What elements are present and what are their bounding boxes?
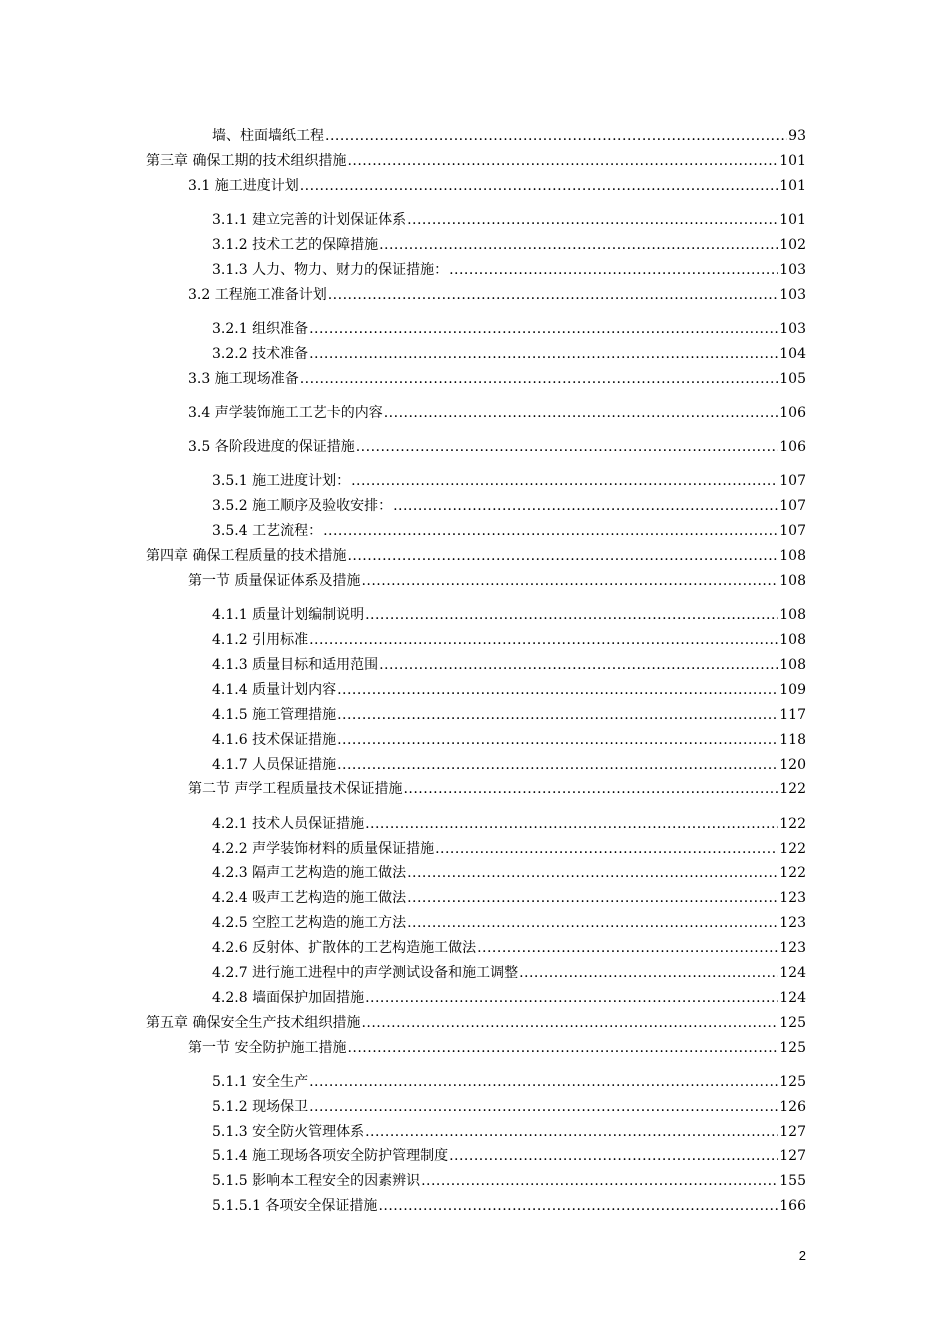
toc-entry-page: 102 xyxy=(779,237,806,253)
toc-entry-title: 4.2.8 墙面保护加固措施 xyxy=(212,990,365,1006)
toc-entry-title: 第三章 确保工期的技术组织措施 xyxy=(146,153,347,169)
toc-leader-dots xyxy=(300,370,779,388)
toc-entry-title: 4.2.5 空腔工艺构造的施工方法 xyxy=(212,915,407,931)
toc-entry[interactable] xyxy=(212,127,806,145)
toc-leader-dots xyxy=(356,438,779,456)
toc-leader-dots xyxy=(449,1147,778,1165)
toc-entry-title: 5.1.2 现场保卫 xyxy=(212,1099,309,1115)
toc-entry-page: 103 xyxy=(779,287,806,303)
toc-leader-dots xyxy=(361,572,778,590)
toc-entry[interactable] xyxy=(212,731,806,749)
toc-entry[interactable] xyxy=(212,939,806,957)
toc-leader-dots xyxy=(309,1098,778,1116)
toc-entry-page: 108 xyxy=(779,548,806,564)
toc-entry[interactable] xyxy=(212,1073,806,1091)
toc-leader-dots xyxy=(365,815,778,833)
toc-entry[interactable] xyxy=(212,631,806,649)
toc-entry-title: 第二节 声学工程质量技术保证措施 xyxy=(188,781,403,797)
toc-leader-dots xyxy=(337,681,778,699)
toc-entry-title: 第一节 安全防护施工措施 xyxy=(188,1040,347,1056)
toc-entry[interactable] xyxy=(212,681,806,699)
toc-entry-page: 124 xyxy=(779,990,806,1006)
toc-leader-dots xyxy=(323,522,778,540)
toc-entry-title: 第五章 确保安全生产技术组织措施 xyxy=(146,1015,361,1031)
toc-leader-dots xyxy=(365,1123,778,1141)
toc-entry[interactable] xyxy=(188,177,806,195)
toc-entry-page: 93 xyxy=(788,128,806,144)
toc-leader-dots xyxy=(365,989,778,1007)
toc-leader-dots xyxy=(328,286,779,304)
toc-entry[interactable] xyxy=(212,236,806,254)
toc-leader-dots xyxy=(347,1039,778,1057)
toc-entry-title: 4.1.5 施工管理措施 xyxy=(212,707,337,723)
toc-entry-page: 107 xyxy=(779,473,806,489)
toc-leader-dots xyxy=(309,631,778,649)
toc-entry[interactable] xyxy=(212,964,806,982)
toc-entry-page: 103 xyxy=(779,262,806,278)
toc-entry-title: 第四章 确保工程质量的技术措施 xyxy=(146,548,347,564)
toc-leader-dots xyxy=(421,1172,778,1190)
toc-entry-page: 122 xyxy=(779,841,806,857)
toc-entry-title: 3.2.2 技术准备 xyxy=(212,346,309,362)
toc-leader-dots xyxy=(449,261,778,279)
toc-leader-dots xyxy=(325,127,787,145)
toc-entry-page: 105 xyxy=(779,371,806,387)
toc-entry-title: 3.2.1 组织准备 xyxy=(212,321,309,337)
toc-entry-title: 3.5.1 施工进度计划： xyxy=(212,473,351,489)
toc-entry[interactable] xyxy=(146,1014,806,1032)
toc-leader-dots xyxy=(347,547,778,565)
toc-entry-page: 108 xyxy=(779,573,806,589)
toc-entry-page: 101 xyxy=(779,212,806,228)
toc-entry[interactable] xyxy=(188,572,806,590)
toc-leader-dots xyxy=(361,1014,778,1032)
toc-entry-page: 127 xyxy=(779,1148,806,1164)
toc-entry[interactable] xyxy=(212,211,806,229)
toc-entry[interactable] xyxy=(212,261,806,279)
toc-leader-dots xyxy=(407,889,778,907)
toc-entry-page: 120 xyxy=(779,757,806,773)
toc-entry[interactable] xyxy=(212,815,806,833)
toc-entry-page: 104 xyxy=(779,346,806,362)
toc-leader-dots xyxy=(393,497,778,515)
toc-entry[interactable] xyxy=(212,497,806,515)
toc-leader-dots xyxy=(337,731,778,749)
toc-entry-page: 123 xyxy=(779,915,806,931)
toc-entry[interactable] xyxy=(188,1039,806,1057)
toc-entry[interactable] xyxy=(188,286,806,304)
toc-entry-title: 4.2.7 进行施工进程中的声学测试设备和施工调整 xyxy=(212,965,519,981)
toc-entry-page: 155 xyxy=(779,1173,806,1189)
toc-entry[interactable] xyxy=(212,522,806,540)
toc-entry-page: 126 xyxy=(779,1099,806,1115)
toc-entry[interactable] xyxy=(146,547,806,565)
toc-entry[interactable] xyxy=(212,656,806,674)
toc-entry-title: 3.5 各阶段进度的保证措施 xyxy=(188,439,355,455)
toc-entry-title: 5.1.4 施工现场各项安全防护管理制度 xyxy=(212,1148,449,1164)
toc-entry[interactable] xyxy=(212,1147,806,1165)
toc-entry-page: 125 xyxy=(779,1040,806,1056)
toc-entry[interactable] xyxy=(212,756,806,774)
toc-leader-dots xyxy=(337,706,778,724)
toc-entry-page: 108 xyxy=(779,632,806,648)
toc-entry-title: 3.1 施工进度计划 xyxy=(188,178,299,194)
toc-entry-title: 4.1.2 引用标准 xyxy=(212,632,309,648)
toc-entry[interactable] xyxy=(188,438,806,456)
toc-entry[interactable] xyxy=(212,840,806,858)
toc-entry-title: 第一节 质量保证体系及措施 xyxy=(188,573,361,589)
toc-entry-title: 3.5.2 施工顺序及验收安排： xyxy=(212,498,393,514)
toc-entry[interactable] xyxy=(212,606,806,624)
page-number: 2 xyxy=(798,1248,806,1263)
toc-entry[interactable] xyxy=(212,889,806,907)
toc-entry-page: 108 xyxy=(779,657,806,673)
toc-entry-title: 4.1.6 技术保证措施 xyxy=(212,732,337,748)
toc-entry-title: 3.3 施工现场准备 xyxy=(188,371,299,387)
toc-entry-page: 123 xyxy=(779,890,806,906)
toc-entry-title: 4.1.3 质量目标和适用范围 xyxy=(212,657,379,673)
toc-entry[interactable] xyxy=(188,780,806,798)
toc-entry-title: 5.1.5.1 各项安全保证措施 xyxy=(212,1198,378,1214)
toc-leader-dots xyxy=(309,1073,778,1091)
toc-entry[interactable] xyxy=(212,914,806,932)
toc-entry[interactable] xyxy=(212,472,806,490)
toc-entry[interactable] xyxy=(212,706,806,724)
toc-entry[interactable] xyxy=(188,404,806,422)
toc-entry-page: 127 xyxy=(779,1124,806,1140)
toc-entry-title: 3.1.1 建立完善的计划保证体系 xyxy=(212,212,407,228)
toc-leader-dots xyxy=(477,939,778,957)
toc-entry-title: 3.1.2 技术工艺的保障措施 xyxy=(212,237,379,253)
toc-entry[interactable] xyxy=(146,152,806,170)
toc-entry-page: 109 xyxy=(779,682,806,698)
toc-entry-title: 5.1.3 安全防火管理体系 xyxy=(212,1124,365,1140)
toc-entry[interactable] xyxy=(212,1123,806,1141)
toc-leader-dots xyxy=(309,320,778,338)
toc-leader-dots xyxy=(300,177,779,195)
toc-entry-page: 106 xyxy=(779,439,806,455)
toc-entry[interactable] xyxy=(212,1172,806,1190)
toc-entry-title: 3.1.3 人力、物力、财力的保证措施： xyxy=(212,262,449,278)
toc-entry-title: 4.2.3 隔声工艺构造的施工做法 xyxy=(212,865,407,881)
toc-entry-page: 103 xyxy=(779,321,806,337)
toc-entry-page: 125 xyxy=(779,1015,806,1031)
toc-entry-page: 107 xyxy=(779,523,806,539)
toc-entry-title: 4.1.1 质量计划编制说明 xyxy=(212,607,365,623)
toc-leader-dots xyxy=(407,864,778,882)
toc-leader-dots xyxy=(351,472,778,490)
toc-entry-page: 123 xyxy=(779,940,806,956)
toc-entry-page: 107 xyxy=(779,498,806,514)
toc-entry-page: 117 xyxy=(779,707,806,723)
toc-leader-dots xyxy=(379,656,778,674)
toc-entry-page: 101 xyxy=(779,178,806,194)
toc-leader-dots xyxy=(384,404,779,422)
toc-entry-title: 5.1.5 影响本工程安全的因素辨识 xyxy=(212,1173,421,1189)
toc-entry[interactable] xyxy=(212,1098,806,1116)
toc-entry-title: 5.1.1 安全生产 xyxy=(212,1074,309,1090)
toc-entry-page: 106 xyxy=(779,405,806,421)
toc-entry-page: 118 xyxy=(779,732,806,748)
toc-leader-dots xyxy=(379,236,778,254)
toc-entry-page: 122 xyxy=(779,865,806,881)
toc-entry-title: 4.2.6 反射体、扩散体的工艺构造施工做法 xyxy=(212,940,477,956)
toc-leader-dots xyxy=(407,914,778,932)
toc-entry[interactable] xyxy=(212,320,806,338)
toc-entry-page: 122 xyxy=(779,816,806,832)
toc-entry-title: 墙、柱面墙纸工程 xyxy=(212,128,324,144)
toc-entry-page: 122 xyxy=(779,781,806,797)
toc-entry-page: 166 xyxy=(779,1198,806,1214)
toc-leader-dots xyxy=(337,756,778,774)
toc-entry-title: 4.1.7 人员保证措施 xyxy=(212,757,337,773)
toc-entry[interactable] xyxy=(212,989,806,1007)
toc-entry-title: 4.2.4 吸声工艺构造的施工做法 xyxy=(212,890,407,906)
toc-entry-page: 125 xyxy=(779,1074,806,1090)
toc-leader-dots xyxy=(435,840,778,858)
toc-entry-title: 3.4 声学装饰施工工艺卡的内容 xyxy=(188,405,383,421)
toc-leader-dots xyxy=(403,780,778,798)
toc-entry[interactable] xyxy=(188,370,806,388)
toc-entry-page: 108 xyxy=(779,607,806,623)
toc-entry-title: 4.2.2 声学装饰材料的质量保证措施 xyxy=(212,841,435,857)
toc-leader-dots xyxy=(519,964,778,982)
toc-entry-page: 124 xyxy=(779,965,806,981)
toc-entry-title: 3.2 工程施工准备计划 xyxy=(188,287,327,303)
toc-leader-dots xyxy=(365,606,778,624)
toc-entry[interactable] xyxy=(212,1197,806,1215)
toc-entry-page: 101 xyxy=(779,153,806,169)
toc-entry[interactable] xyxy=(212,345,806,363)
toc-entry-title: 4.2.1 技术人员保证措施 xyxy=(212,816,365,832)
toc-leader-dots xyxy=(407,211,778,229)
toc-leader-dots xyxy=(347,152,778,170)
toc-entry-title: 3.5.4 工艺流程： xyxy=(212,523,323,539)
toc-leader-dots xyxy=(309,345,778,363)
toc-entry[interactable] xyxy=(212,864,806,882)
toc-leader-dots xyxy=(378,1197,778,1215)
toc-entry-title: 4.1.4 质量计划内容 xyxy=(212,682,337,698)
